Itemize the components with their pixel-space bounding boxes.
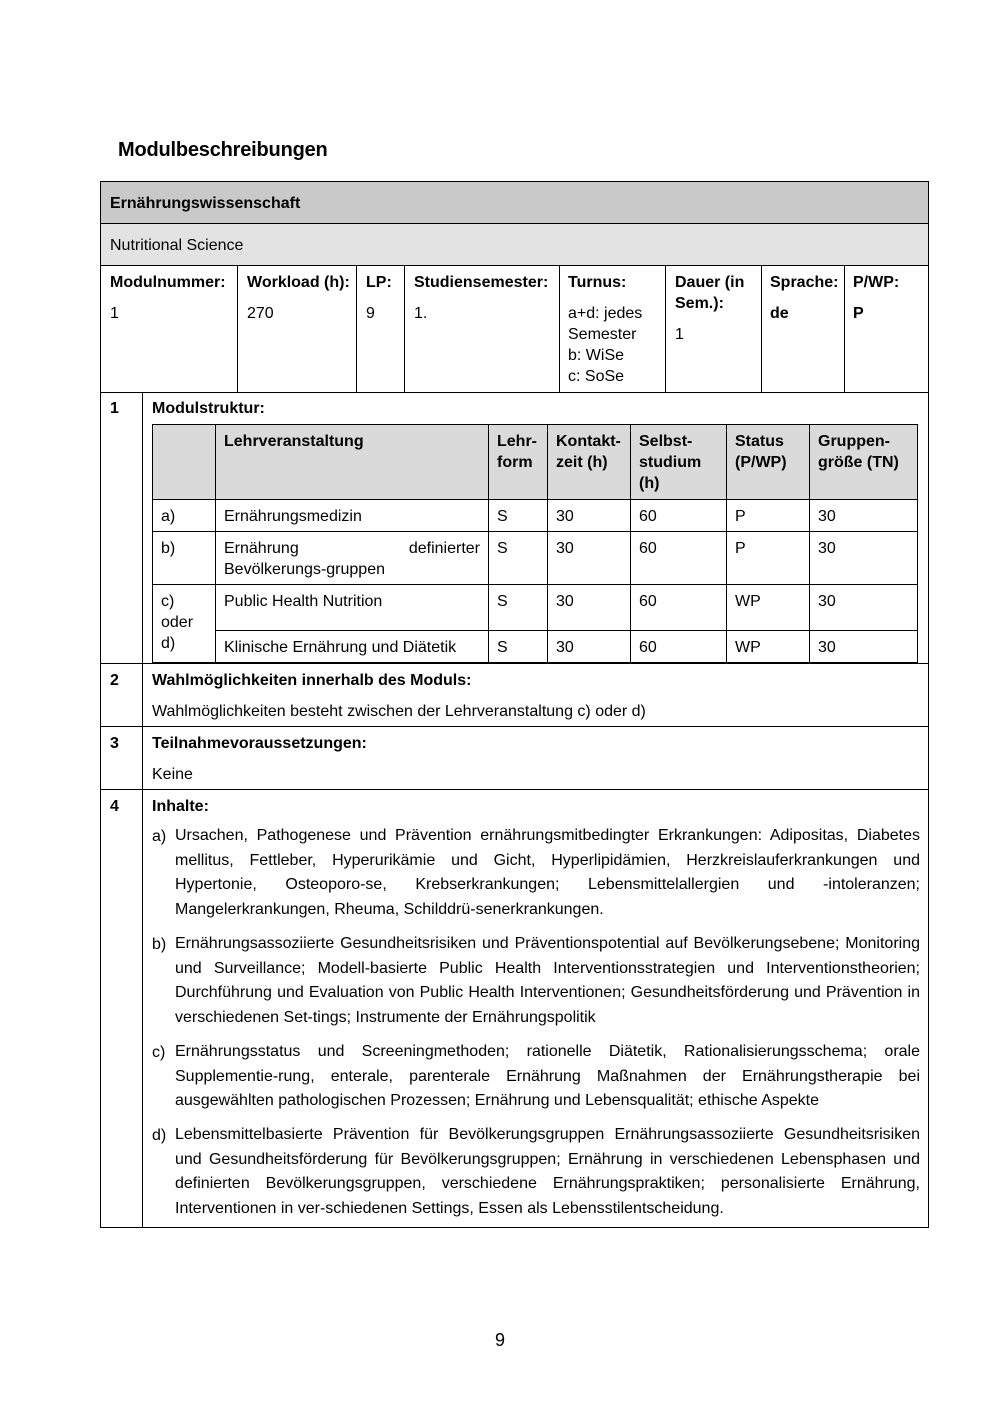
sprache-value: de xyxy=(770,305,789,322)
course-name: Klinische Ernährung und Diätetik xyxy=(216,631,489,663)
kontaktzeit-cell: 30 xyxy=(548,631,631,663)
lehrform-cell: S xyxy=(489,500,548,532)
selbststudium-cell: 60 xyxy=(631,532,727,585)
turnus-label: Turnus: xyxy=(568,274,627,291)
sprache-label: Sprache: xyxy=(770,274,839,291)
status-cell: P xyxy=(727,532,810,585)
row-marker: c) oder d) xyxy=(153,585,216,663)
pwp-value: P xyxy=(853,305,864,322)
row-marker: a) xyxy=(153,500,216,532)
modulnummer-label: Modulnummer: xyxy=(110,274,226,291)
gruppengroesse-cell: 30 xyxy=(810,585,918,631)
turnus-value-line: Semester xyxy=(568,326,637,343)
module-title-en: Nutritional Science xyxy=(110,237,244,254)
content-item-marker: a) xyxy=(152,828,167,845)
status-cell: WP xyxy=(727,631,810,663)
table-row xyxy=(153,585,918,631)
content-item-text: Ernährungsassoziierte Gesundheitsrisiken und Präventionspotential auf Bevölkerungsebene; Monitoring und Surveillance; Modell-basierte Public Health Interventionsstrategien und Interventionstheorien; Durchführung und Evaluation von Public Health Interventionen; Gesundheitsförderung und Prävention in verschiedenen Set-tings; Instrumente der Ernährungspolitik xyxy=(175,935,920,1026)
selbststudium-cell: 60 xyxy=(631,585,727,631)
pwp-label: P/WP: xyxy=(853,274,900,291)
section-number: 1 xyxy=(110,400,119,417)
table-row xyxy=(153,631,918,663)
content-item-text: Ernährungsstatus und Screeningmethoden; rationelle Diätetik, Rationalisierungsschema; orale Supplementie-rung, enterale, parenterale Ernährung Maßnahmen der Ernährungstherapie bei ausgewählten pathologischen Prozessen; Ernährung und Lebensqualität; ethische Aspekte xyxy=(175,1043,920,1109)
course-name: Ernährung definierter Bevölkerungs-gruppen xyxy=(216,532,489,585)
page-number: 9 xyxy=(494,1330,505,1350)
studiensemester-label: Studiensemester: xyxy=(414,274,549,291)
modulnummer-value: 1 xyxy=(110,305,119,322)
gruppengroesse-cell: 30 xyxy=(810,532,918,585)
lp-label: LP: xyxy=(366,274,392,291)
kontaktzeit-cell: 30 xyxy=(548,585,631,631)
dauer-label-line: Sem.): xyxy=(675,295,724,312)
column-header: Lehrveranstaltung xyxy=(216,425,489,500)
course-name: Ernährungsmedizin xyxy=(216,500,489,532)
column-header xyxy=(153,425,216,500)
dauer-value: 1 xyxy=(675,326,684,343)
column-header: Selbst- studium (h) xyxy=(631,425,727,500)
lp-value: 9 xyxy=(366,305,375,322)
section-text: Wahlmöglichkeiten besteht zwischen der Lehrveranstaltung c) oder d) xyxy=(152,703,646,720)
content-item-text: Ursachen, Pathogenese und Prävention ernährungsmitbedingter Erkrankungen: Adipositas, Diabetes mellitus, Fettleber, Hyperurikämie und Gicht, Hyperlipidämien, Herzkreislauferkrankungen und Hypertonie, Osteoporo-se, Krebserkrankungen; Lebensmittelallergien und -intoleranzen; Mangelerkrankungen, Rheuma, Schilddrü-senerkrankungen. xyxy=(175,827,920,918)
turnus-value-line: c: SoSe xyxy=(568,368,625,385)
table-row xyxy=(153,532,918,585)
section-title: Wahlmöglichkeiten innerhalb des Moduls: xyxy=(152,672,472,689)
section-number: 3 xyxy=(110,735,119,752)
section-title: Inhalte: xyxy=(152,798,209,815)
page-heading: Modulbeschreibungen xyxy=(118,139,328,161)
column-header: Lehr- form xyxy=(489,425,548,500)
studiensemester-value: 1. xyxy=(414,305,428,322)
kontaktzeit-cell: 30 xyxy=(548,532,631,585)
content-item-marker: d) xyxy=(152,1127,167,1144)
table-header-row xyxy=(153,425,918,500)
section-title: Modulstruktur: xyxy=(152,400,265,417)
row-marker: b) xyxy=(153,532,216,585)
module-title-de: Ernährungswissenschaft xyxy=(110,195,301,212)
turnus-value-line: b: WiSe xyxy=(568,347,625,364)
section-number: 4 xyxy=(110,798,119,815)
lehrform-cell: S xyxy=(489,631,548,663)
lehrform-cell: S xyxy=(489,585,548,631)
section-text: Keine xyxy=(152,766,193,783)
column-header: Status (P/WP) xyxy=(727,425,810,500)
status-cell: WP xyxy=(727,585,810,631)
content-item-marker: c) xyxy=(152,1044,166,1061)
column-header: Gruppen- größe (TN) xyxy=(810,425,918,500)
gruppengroesse-cell: 30 xyxy=(810,631,918,663)
content-item-text: Lebensmittelbasierte Prävention für Bevölkerungsgruppen Ernährungsassoziierte Gesundheitsrisiken und Gesundheitsförderung für Bevölkerungsgruppen; Ernährung in verschiedenen Lebensphasen und definierten Bevölkerungsgruppen, verschiedene Ernährungspraktiken; personalisierte Ernährung, Interventionen in ver-schiedenen Settings, Essen als Lebensstilentscheidung. xyxy=(175,1126,920,1217)
status-cell: P xyxy=(727,500,810,532)
selbststudium-cell: 60 xyxy=(631,500,727,532)
lehrform-cell: S xyxy=(489,532,548,585)
workload-value: 270 xyxy=(247,305,274,322)
column-header: Kontakt- zeit (h) xyxy=(548,425,631,500)
kontaktzeit-cell: 30 xyxy=(548,500,631,532)
modulstruktur-table xyxy=(152,424,918,663)
content-item-marker: b) xyxy=(152,936,167,953)
workload-label: Workload (h): xyxy=(247,274,350,291)
turnus-value-line: a+d: jedes xyxy=(568,305,643,322)
table-row xyxy=(153,500,918,532)
section-title: Teilnahmevoraussetzungen: xyxy=(152,735,367,752)
dauer-label-line: Dauer (in xyxy=(675,274,745,291)
course-name: Public Health Nutrition xyxy=(216,585,489,631)
selbststudium-cell: 60 xyxy=(631,631,727,663)
section-number: 2 xyxy=(110,672,119,689)
gruppengroesse-cell: 30 xyxy=(810,500,918,532)
